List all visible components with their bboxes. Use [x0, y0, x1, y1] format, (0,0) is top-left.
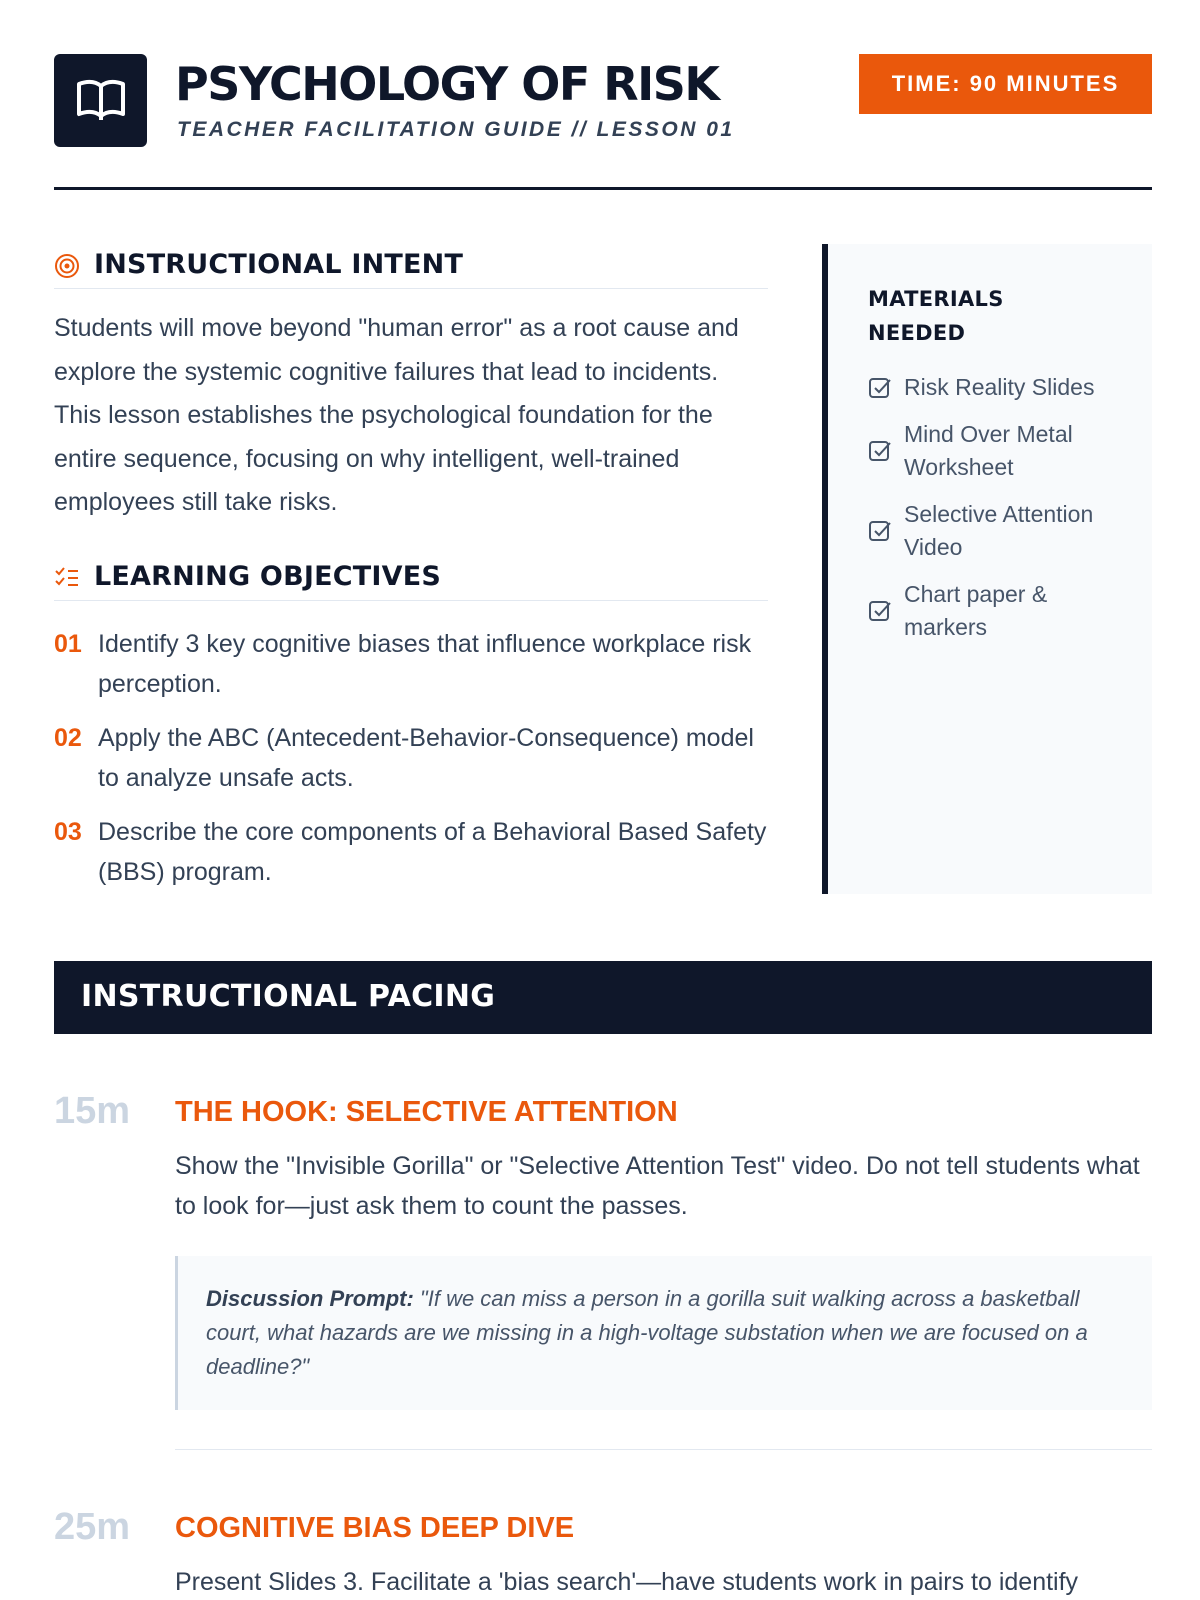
intent-text: Students will move beyond "human error" as a root cause and explore the systemic cognitive failures that lead to incidents. This lesson establishes the psychological foundation for the entire sequence, focusing on why intelligent, well-trained employees still take risks.: [54, 314, 739, 516]
time-badge: TIME: 90 MINUTES: [859, 54, 1152, 114]
materials-list: [868, 371, 1128, 658]
intent-heading-label: INSTRUCTIONAL INTENT: [94, 249, 464, 280]
step-title: THE HOOK: SELECTIVE ATTENTION: [175, 1096, 678, 1128]
objective-item: [54, 718, 768, 798]
step-duration: 15m: [54, 1090, 131, 1132]
material-label: Mind Over Metal Worksheet: [904, 421, 1073, 480]
materials-heading: MATERIALS NEEDED: [868, 287, 1004, 345]
checklist-icon: [54, 565, 80, 591]
discussion-prompt: [175, 1256, 1152, 1410]
page-subtitle: TEACHER FACILITATION GUIDE // LESSON 01: [177, 118, 735, 141]
material-item: [868, 578, 1128, 644]
step-description: Present Slides 3. Facilitate a 'bias search'—have students work in pairs to identify: [175, 1568, 1079, 1596]
material-item: [868, 498, 1128, 564]
objectives-heading-label: LEARNING OBJECTIVES: [94, 561, 442, 592]
objective-number: 03: [54, 818, 82, 846]
checkbox-icon: [868, 376, 892, 400]
objective-text: Describe the core components of a Behavioral Based Safety (BBS) program.: [98, 818, 767, 886]
checkbox-icon: [868, 599, 892, 623]
objective-text: Identify 3 key cognitive biases that influence workplace risk perception.: [98, 630, 752, 698]
materials-sidebar: [822, 244, 1152, 894]
step-description: Show the "Invisible Gorilla" or "Selective Attention Test" video. Do not tell students what to look for—just ask them to count the passes.: [175, 1152, 1140, 1220]
checkbox-icon: [868, 439, 892, 463]
step-divider: [175, 1449, 1152, 1450]
objective-item: [54, 812, 768, 892]
objective-item: [54, 624, 768, 704]
material-label: Chart paper & markers: [904, 581, 1048, 640]
checkbox-icon: [868, 519, 892, 543]
step-duration: 25m: [54, 1506, 131, 1548]
objectives-list: [54, 624, 768, 906]
material-item: [868, 371, 1128, 404]
pacing-heading-bar: [54, 961, 1152, 1034]
page-title: PSYCHOLOGY OF RISK: [175, 57, 719, 111]
prompt-label: Discussion Prompt:: [206, 1286, 414, 1311]
prompt-text: "If we can miss a person in a gorilla suit walking across a basketball court, what hazards are we missing in a high-voltage substation when we are focused on a deadline?": [206, 1286, 1088, 1379]
header: [54, 54, 1152, 190]
objectives-heading: [54, 557, 768, 601]
material-label: Risk Reality Slides: [904, 374, 1095, 400]
target-icon: [54, 253, 80, 279]
material-label: Selective Attention Video: [904, 501, 1094, 560]
objective-number: 01: [54, 630, 82, 658]
objective-text: Apply the ABC (Antecedent-Behavior-Consequence) model to analyze unsafe acts.: [98, 724, 754, 792]
intent-heading: [54, 245, 768, 289]
pacing-heading: INSTRUCTIONAL PACING: [81, 979, 496, 1014]
material-item: [868, 418, 1128, 484]
open-book-icon: [75, 78, 127, 124]
logo: [54, 54, 147, 147]
objective-number: 02: [54, 724, 82, 752]
step-title: COGNITIVE BIAS DEEP DIVE: [175, 1512, 575, 1544]
